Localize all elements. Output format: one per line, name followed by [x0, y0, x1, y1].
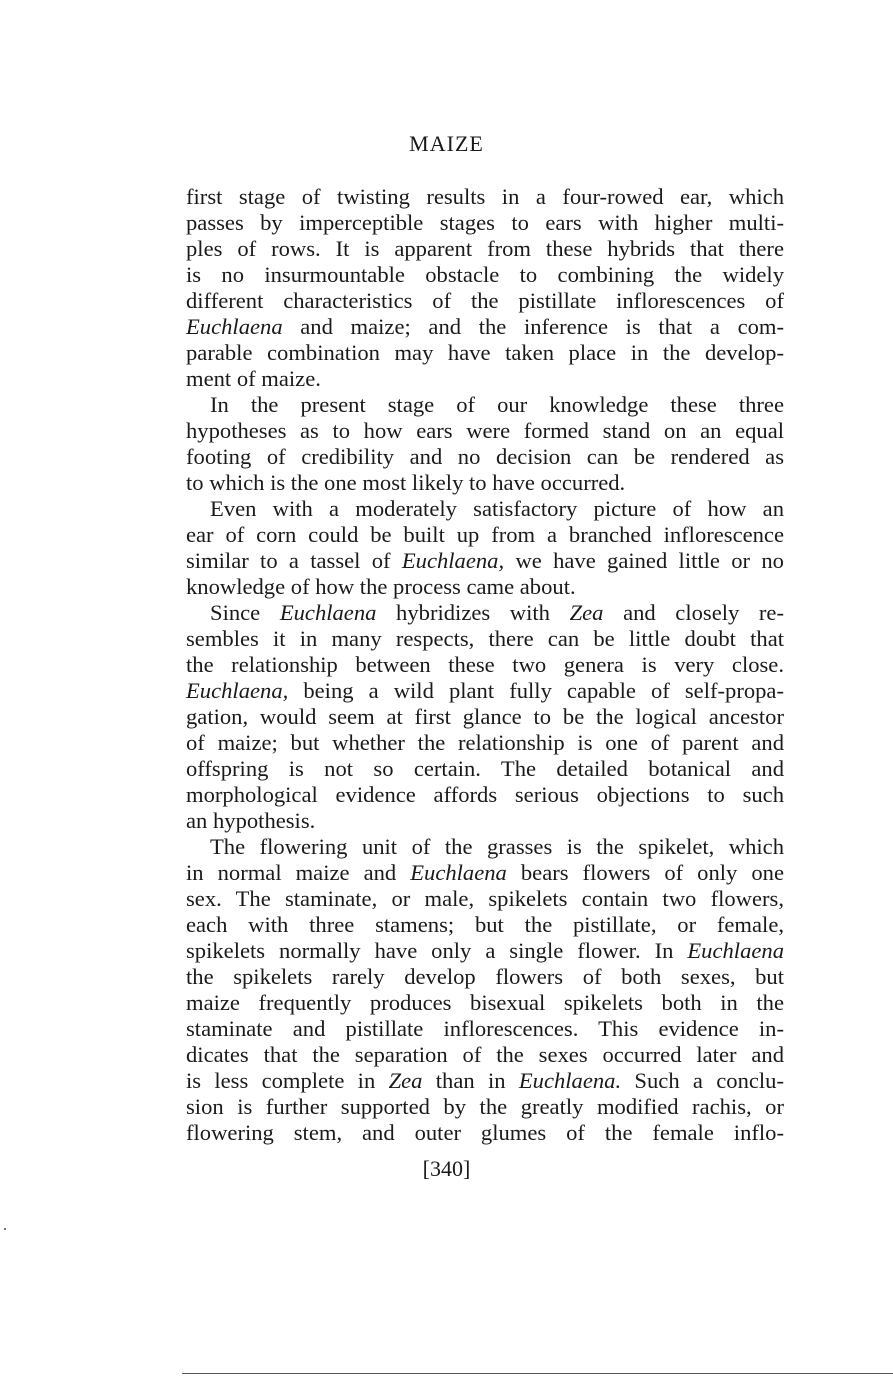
- text-line: is no insurmountable obstacle to combining the widely: [186, 262, 784, 287]
- scan-speck: [4, 1228, 6, 1230]
- genus-name: Euchlaena.: [518, 1068, 622, 1093]
- text-line: is less complete in Zea than in Euchlaena. Such a conclu-: [186, 1068, 784, 1093]
- text-line: Euchlaena, being a wild plant fully capable of self-propa-: [186, 678, 784, 703]
- text-line: the relationship between these two genera is very close.: [186, 652, 784, 677]
- genus-name: Euchlaena,: [186, 678, 289, 703]
- text-line: In the present stage of our knowledge these three: [210, 392, 784, 417]
- text-line: parable combination may have taken place in the develop-: [186, 340, 784, 365]
- text-line: Even with a moderately satisfactory picture of how an: [210, 496, 784, 521]
- genus-name: Euchlaena: [186, 314, 283, 339]
- text-line: to which is the one most likely to have occurred.: [186, 470, 626, 495]
- text-line: footing of credibility and no decision can be rendered as: [186, 444, 784, 469]
- text-line: sembles it in many respects, there can be little doubt that: [186, 626, 784, 651]
- genus-name: Zea: [569, 600, 604, 625]
- text-line: offspring is not so certain. The detailed botanical and: [186, 756, 784, 781]
- genus-name: Euchlaena,: [401, 548, 505, 573]
- text-line: sion is further supported by the greatly modified rachis, or: [186, 1094, 784, 1119]
- text-line: spikelets normally have only a single flower. In Euchlaena: [186, 938, 784, 963]
- text-line: similar to a tassel of Euchlaena, we have gained little or no: [186, 548, 784, 573]
- text-line: knowledge of how the process came about.: [186, 574, 576, 599]
- genus-name: Euchlaena: [279, 600, 377, 625]
- text-line: gation, would seem at first glance to be the logical ancestor: [186, 704, 784, 729]
- text-line: different characteristics of the pistillate inflorescences of: [186, 288, 784, 313]
- text-line: first stage of twisting results in a four-rowed ear, which: [186, 184, 784, 209]
- text-line: an hypothesis.: [186, 808, 316, 833]
- text-line: maize frequently produces bisexual spikelets both in the: [186, 990, 784, 1015]
- text-line: morphological evidence affords serious objections to such: [186, 782, 784, 807]
- body-text: [186, 184, 784, 1146]
- text-line: passes by imperceptible stages to ears with higher multi-: [186, 210, 784, 235]
- text-line: Euchlaena and maize; and the inference is that a com-: [186, 314, 784, 339]
- text-line: ples of rows. It is apparent from these hybrids that there: [186, 236, 784, 261]
- text-line: hypotheses as to how ears were formed stand on an equal: [186, 418, 784, 443]
- text-line: Since Euchlaena hybridizes with Zea and closely re-: [210, 600, 784, 625]
- text-line: ear of corn could be built up from a branched inflorescence: [186, 522, 784, 547]
- genus-name: Euchlaena: [687, 938, 784, 963]
- text-line: dicates that the separation of the sexes occurred later and: [186, 1042, 784, 1067]
- genus-name: Euchlaena: [410, 860, 507, 885]
- bottom-scan-edge: [182, 1373, 893, 1374]
- text-line: flowering stem, and outer glumes of the female inflo-: [186, 1120, 784, 1145]
- text-line: sex. The staminate, or male, spikelets contain two flowers,: [186, 886, 784, 911]
- text-line: of maize; but whether the relationship is one of parent and: [186, 730, 784, 755]
- text-line: each with three stamens; but the pistillate, or female,: [186, 912, 784, 937]
- text-line: the spikelets rarely develop flowers of both sexes, but: [186, 964, 784, 989]
- genus-name: Zea: [388, 1068, 423, 1093]
- page-number: [340]: [422, 1156, 471, 1181]
- running-head: MAIZE: [409, 131, 484, 156]
- text-line: in normal maize and Euchlaena bears flowers of only one: [186, 860, 784, 885]
- text-line: The flowering unit of the grasses is the spikelet, which: [210, 834, 784, 859]
- text-line: staminate and pistillate inflorescences. This evidence in-: [186, 1016, 784, 1041]
- text-line: ment of maize.: [186, 366, 321, 391]
